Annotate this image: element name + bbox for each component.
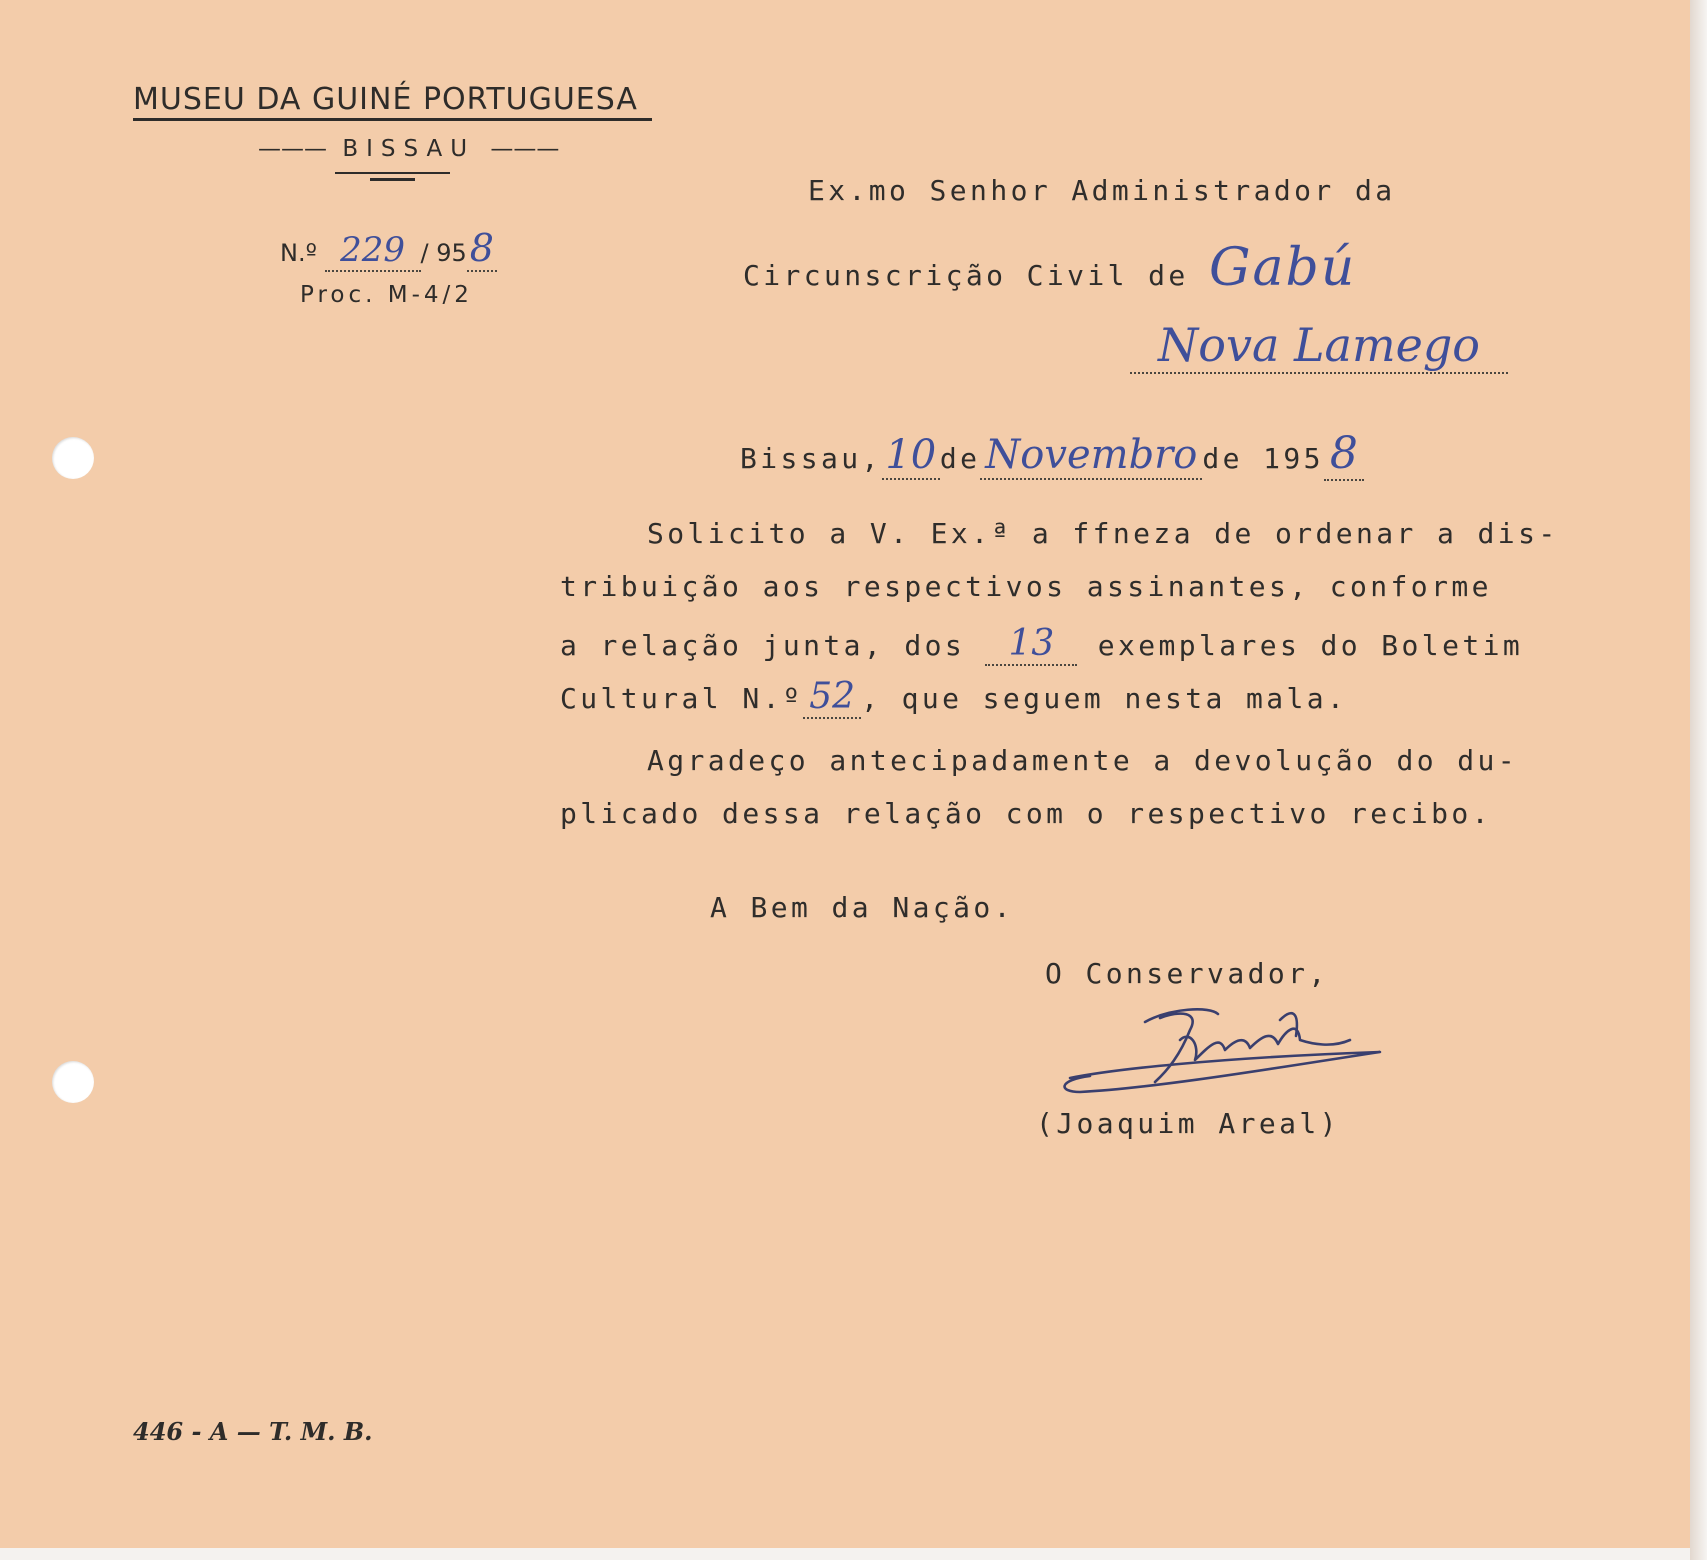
number-value: 229 [340,230,405,270]
print-code: 446 - A — T. M. B. [133,1417,373,1446]
body-line-5: Agradeço antecipadamente a devolução do du- [647,744,1519,777]
signatory-role: O Conservador, [1045,957,1329,990]
body-line-3 [560,623,1523,666]
reference-number [280,226,497,272]
body-line-2: tribuição aos respectivos assinantes, conforme [560,570,1492,603]
date-month: Novembro [985,432,1198,478]
date-de-1: de [939,442,981,475]
city-name: BISSAU [342,136,476,162]
letterhead-rule [133,118,652,121]
date-line [740,428,1364,481]
circumscription-handwritten: Gabú [1208,238,1357,298]
addressee-line-2 [743,238,1356,298]
addressee-line-1: Ex.mo Senhor Administrador da [808,174,1396,207]
punch-hole-bottom [52,1061,94,1103]
number-label: N.º [280,239,317,267]
process-number: Proc. M-4/2 [300,282,473,308]
year-prefix: / 95 [420,239,467,267]
body-line-4-a: Cultural N.º [560,682,804,715]
letterhead-rule-bold [370,178,415,181]
date-year-suffix: 8 [1329,428,1358,479]
year-suffix: 8 [469,226,494,270]
body-line-6: plicado dessa relação com o respectivo recibo. [560,797,1492,830]
date-place: Bissau, [740,442,882,475]
location-line [1130,318,1508,374]
body-line-4-b: , que seguem nesta mala. [861,682,1348,715]
copies-handwritten: 13 [1008,623,1055,664]
scan-edge-bottom [0,1548,1690,1560]
punch-hole-top [52,437,94,479]
closing-salutation: A Bem da Nação. [710,891,1014,924]
date-de-2: de 195 [1202,442,1324,475]
institution-name: MUSEU DA GUINÉ PORTUGUESA [133,82,638,117]
body-line-1: Solicito a V. Ex.ª a ffneza de ordenar a dis- [647,517,1559,550]
addressee-prefix: Circunscrição Civil de [743,259,1189,292]
bulletin-number-handwritten: 52 [809,676,855,717]
handwritten-signature [1050,1000,1390,1110]
city-heading: ——— BISSAU ——— [258,136,560,162]
letterhead-rule-short [335,172,450,174]
scan-edge-right [1690,0,1707,1560]
body-line-3-b: exemplares do Boletim [1097,629,1524,662]
signatory-name: (Joaquim Areal) [1036,1107,1340,1140]
body-line-3-a: a relação junta, dos [560,629,966,662]
date-day: 10 [885,432,937,478]
body-line-4 [560,676,1347,719]
location-handwritten: Nova Lamego [1158,318,1480,372]
